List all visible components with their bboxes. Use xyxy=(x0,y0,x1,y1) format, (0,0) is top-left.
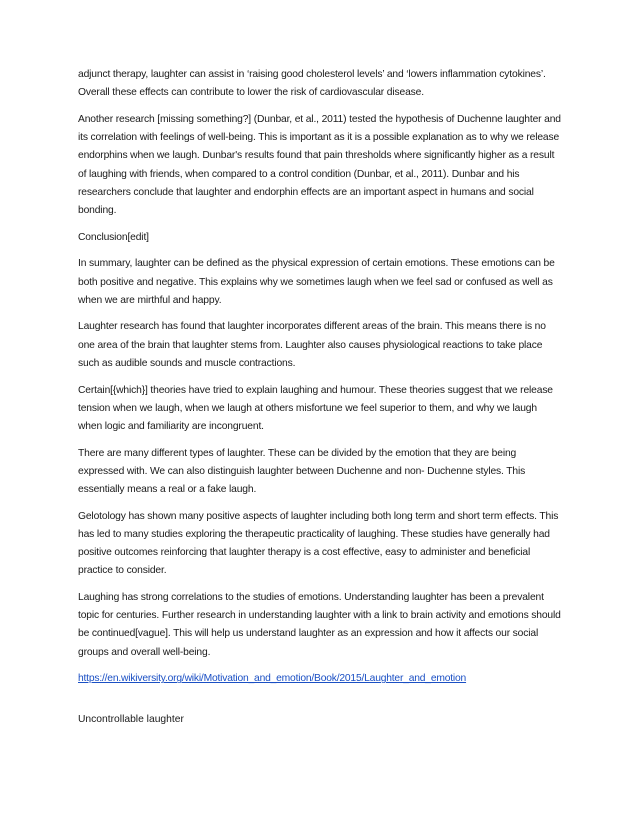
paragraph-types-of-laughter: There are many different types of laughter. These can be divided by the emotion that they are being expressed with. We can also distinguish laughter between Duchenne and non- Duchenne styles. This essentially means a real or a fake laugh. xyxy=(78,447,526,496)
paragraph-gelotology: Gelotology has shown many positive aspects of laughter including both long term and short term effects. This has led to many studies exploring the therapeutic practicality of laughing. These studies have generally had positive outcomes reinforcing that laughter therapy is a cost effective, easy to administer and beneficial practice to consider. xyxy=(78,510,559,577)
section-heading-conclusion: Conclusion[edit] xyxy=(78,231,149,243)
document-body xyxy=(78,66,563,689)
paragraph-cardiovascular: adjunct therapy, laughter can assist in ‘raising good cholesterol levels’ and ‘lowers inflammation cytokines’. Overall these effects can contribute to lower the risk of cardiovascular disease. xyxy=(78,69,546,99)
paragraph-summary: In summary, laughter can be defined as the physical expression of certain emotions. These emotions can be both positive and negative. This explains why we sometimes laugh when we feel sad or confused as well as when we are mirthful and happy. xyxy=(78,258,555,306)
heading-uncontrollable-laughter: Uncontrollable laughter xyxy=(78,714,184,725)
paragraph-dunbar-research: Another research [missing something?] (Dunbar, et al., 2011) tested the hypothesis of Duchenne laughter and its correlation with feelings of well-being. This is important as it is a possible explanation as to why we release endorphins when we laugh. Dunbar's results found that pain thresholds where significantly higher as a result of laughing with friends, when compared to a control condition (Dunbar, et al., 2011). Dunbar and his researchers conclude that laughter and endorphin effects are an important aspect in humans and social bonding. xyxy=(78,113,561,216)
paragraph-theories: Certain[{which}] theories have tried to explain laughing and humour. These theories suggest that we release tension when we laugh, when we laugh at others misfortune we feel superior to them, and why we laugh when logic and familiarity are incongruent. xyxy=(78,384,553,432)
source-link[interactable]: https://en.wikiversity.org/wiki/Motivation_and_emotion/Book/2015/Laughter_and_emotion xyxy=(78,673,467,685)
paragraph-brain-areas: Laughter research has found that laughter incorporates different areas of the brain. This means there is no one area of the brain that laughter stems from. Laughter also causes physiological reactions to take place such as audible sounds and muscle contractions. xyxy=(78,321,546,369)
paragraph-correlations: Laughing has strong correlations to the studies of emotions. Understanding laughter has been a prevalent topic for centuries. Further research in understanding laughter with a link to brain activity and emotions should be continued[vague]. This will help us understand laughter as an expression and how it affects our social groups and overall well-being. xyxy=(78,592,561,658)
